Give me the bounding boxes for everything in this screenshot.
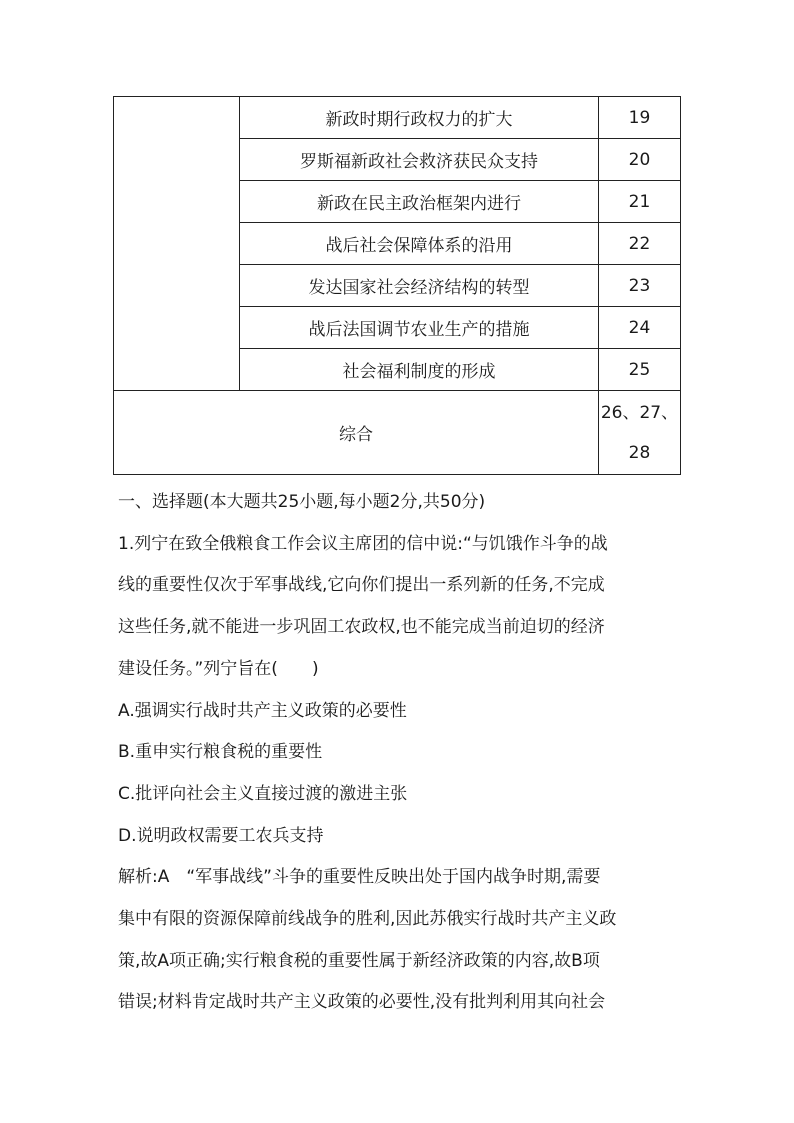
section-header: 一、选择题(本大题共25小题,每小题2分,共50分) [118, 492, 486, 512]
question-stem-line: 1.列宁在致全俄粮食工作会议主席团的信中说:“与饥饿作斗争的战 [118, 533, 608, 554]
question-stem-line: 线的重要性仅次于军事战线,它向你们提出一系列新的任务,不完成 [118, 575, 605, 596]
topic-question-table [113, 96, 681, 475]
topic-cell: 罗斯福新政社会救济获民众支持 [240, 139, 599, 181]
summary-label-cell: 综合 [114, 391, 599, 475]
question-number-cell: 19 [599, 97, 681, 139]
question-number-cell: 25 [599, 349, 681, 391]
question-stem-line: 这些任务,就不能进一步巩固工农政权,也不能完成当前迫切的经济 [118, 617, 605, 638]
question-number-cell: 20 [599, 139, 681, 181]
summary-number-line-1: 26、27、 [600, 402, 679, 423]
analysis-line: 错误;材料肯定战时共产主义政策的必要性,没有批判利用其向社会 [118, 992, 606, 1013]
topic-cell: 战后法国调节农业生产的措施 [240, 307, 599, 349]
summary-row [114, 391, 681, 475]
group-cell [114, 97, 240, 391]
analysis-line: 集中有限的资源保障前线战争的胜利,因此苏俄实行战时共产主义政 [118, 909, 617, 930]
topic-cell: 战后社会保障体系的沿用 [240, 223, 599, 265]
summary-number-line-2: 28 [628, 442, 651, 463]
topic-cell: 社会福利制度的形成 [240, 349, 599, 391]
question-stem-line: 建设任务。”列宁旨在( ) [118, 658, 319, 679]
question-number-cell: 24 [599, 307, 681, 349]
question-number-cell: 22 [599, 223, 681, 265]
option-a: A.强调实行战时共产主义政策的必要性 [118, 700, 407, 721]
topic-cell: 新政在民主政治框架内进行 [240, 181, 599, 223]
table-row [114, 97, 681, 139]
question-content [118, 482, 680, 1024]
topic-cell: 新政时期行政权力的扩大 [240, 97, 599, 139]
analysis-line: 策,故A项正确;实行粮食税的重要性属于新经济政策的内容,故B项 [118, 950, 600, 971]
topic-cell: 发达国家社会经济结构的转型 [240, 265, 599, 307]
option-c: C.批评向社会主义直接过渡的激进主张 [118, 783, 408, 804]
question-number-cell: 23 [599, 265, 681, 307]
summary-number-cell [599, 391, 681, 475]
option-d: D.说明政权需要工农兵支持 [118, 825, 324, 846]
option-b: B.重申实行粮食税的重要性 [118, 742, 323, 763]
analysis-line: 解析:A “军事战线”斗争的重要性反映出处于国内战争时期,需要 [118, 867, 601, 888]
question-number-cell: 21 [599, 181, 681, 223]
